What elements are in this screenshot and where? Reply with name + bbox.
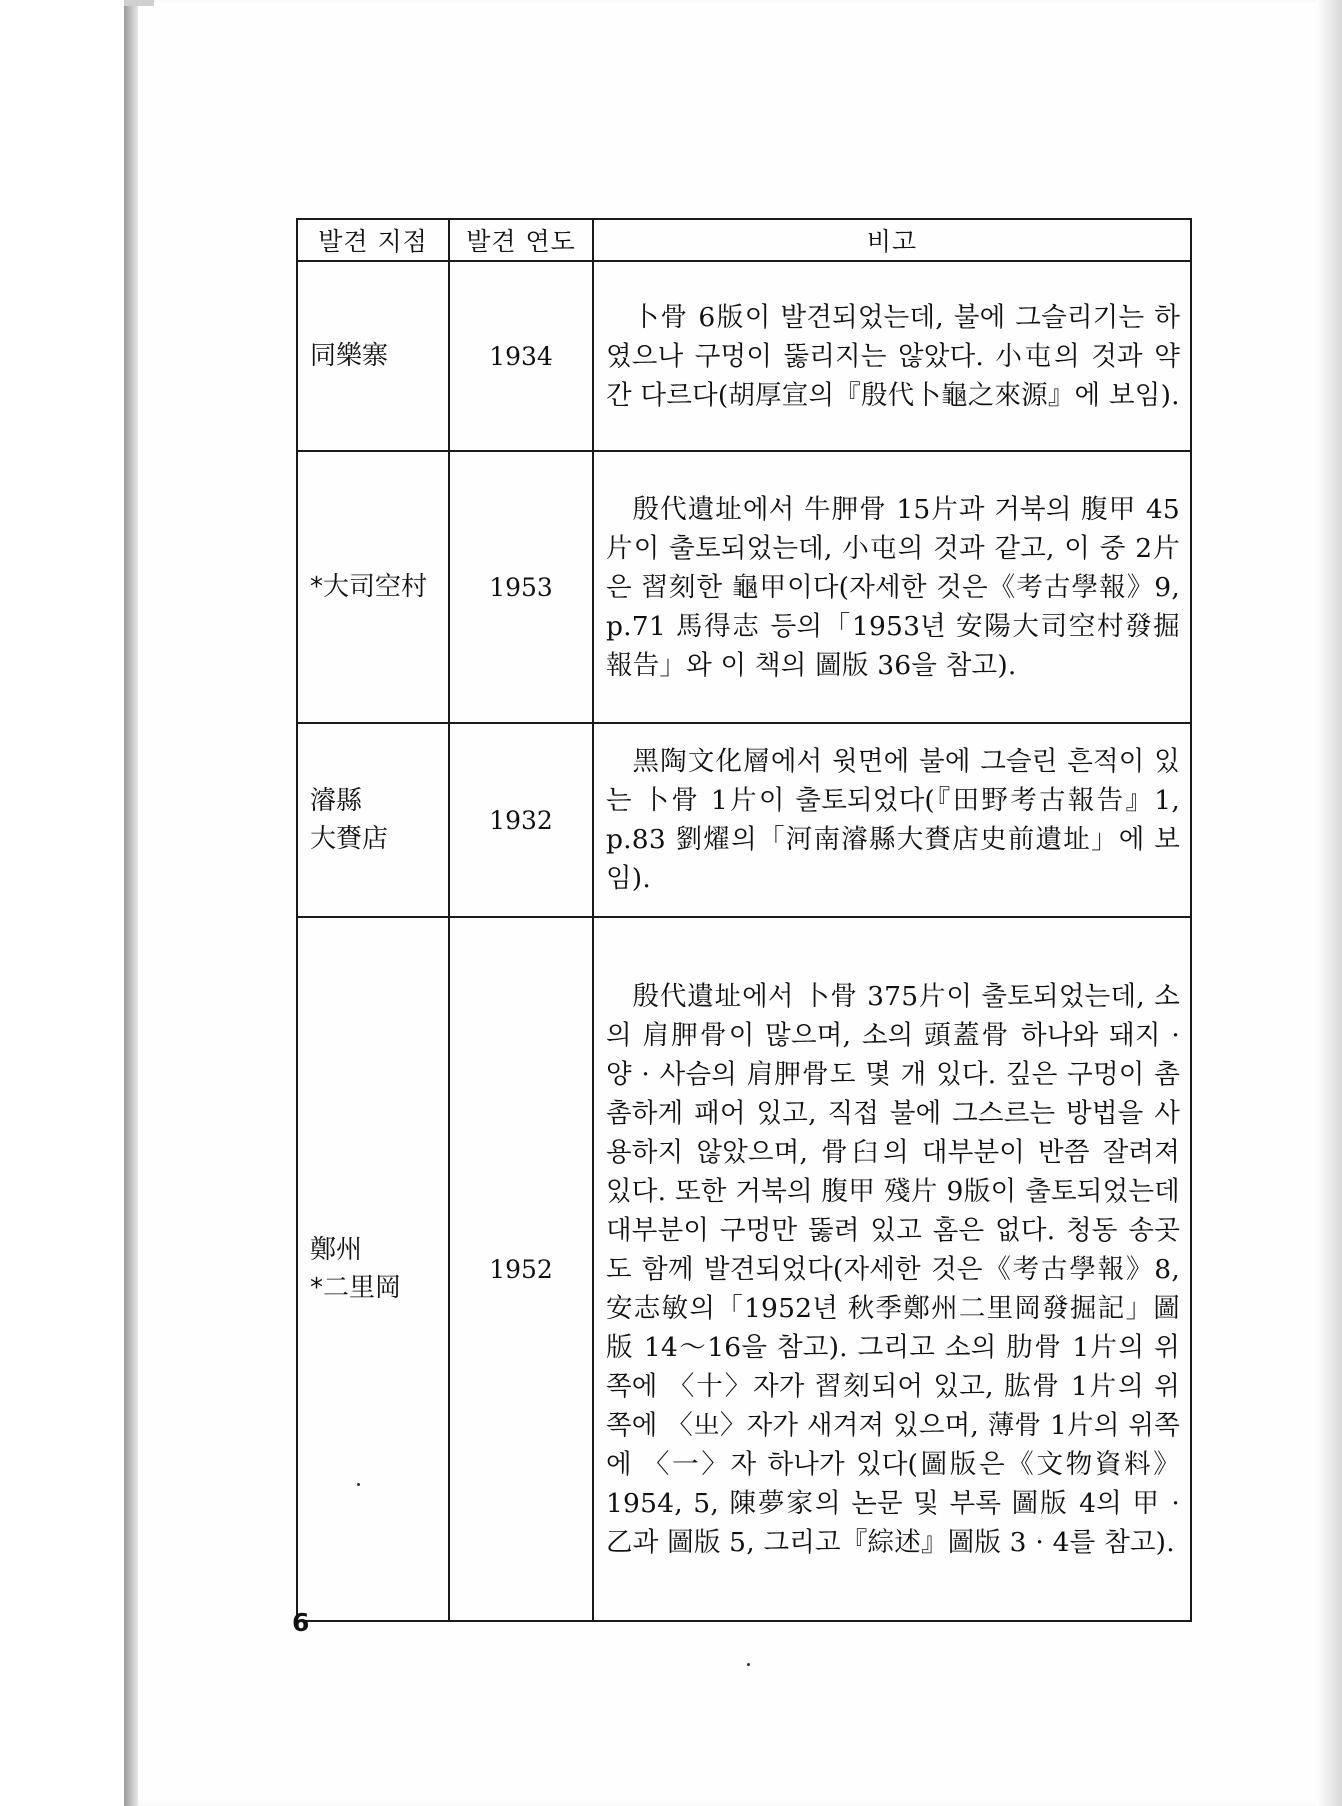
page-edge-shadow: [1316, 0, 1342, 1806]
site-cell: [297, 261, 449, 451]
header-note: 비고: [593, 219, 1191, 261]
site-name-line2: *二里岡: [310, 1273, 402, 1303]
header-year: 발견 연도: [449, 219, 593, 261]
table-row: [297, 261, 1191, 451]
site-name-line2: 大賚店: [310, 824, 389, 854]
discovery-sites-table: [296, 218, 1192, 1622]
note-cell: 黑陶文化層에서 윗면에 불에 그슬린 흔적이 있는 卜骨 1片이 출토되었다(『田野考古報告』1, p.83 劉燿의「河南濬縣大賚店史前遺址」에 보임).: [593, 723, 1191, 917]
note-cell: 殷代遺址에서 卜骨 375片이 출토되었는데, 소의 肩胛骨이 많으며, 소의 頭蓋骨 하나와 돼지 · 양 · 사슴의 肩胛骨도 몇 개 있다. 깊은 구멍이 촘촘하게 패어 있고, 직접 불에 그스르는 방법을 사용하지 않았으며, 骨臼의 대부분이 반쯤 잘려져 있다. 또한 거북의 腹甲 殘片 9版이 출토되었는데 대부분이 구멍만 뚫려 있고 홈은 없다. 청동 송곳도 함께 발견되었다(자세한 것은《考古學報》8, 安志敏의「1952년 秋季鄭州二里岡發掘記」圖版 14～16을 참고). 그리고 소의 肋骨 1片의 위쪽에 〈十〉자가 習刻되어 있고, 肱骨 1片의 위쪽에 〈㞢〉자가 새겨져 있으며, 薄骨 1片의 위쪽에 〈一〉자 하나가 있다(圖版은《文物資料》1954, 5, 陳夢家의 논문 및 부록 圖版 4의 甲 · 乙과 圖版 5, 그리고『綜述』圖版 3 · 4를 참고).: [593, 917, 1191, 1621]
site-name: 同樂寨: [310, 341, 389, 371]
site-name: *大司空村: [310, 572, 428, 602]
table-row: [297, 917, 1191, 1621]
page-corner: [124, 0, 154, 6]
year-cell: 1934: [449, 261, 593, 451]
page-number: 6: [292, 1608, 310, 1637]
table-row: [297, 723, 1191, 917]
site-name-line1: 鄭州: [310, 1235, 363, 1265]
site-cell: [297, 451, 449, 723]
note-cell: 卜骨 6版이 발견되었는데, 불에 그슬리기는 하였으나 구멍이 뚫리지는 않았다. 小屯의 것과 약간 다르다(胡厚宣의『殷代卜龜之來源』에 보임).: [593, 261, 1191, 451]
site-cell: [297, 723, 449, 917]
header-site: 발견 지점: [297, 219, 449, 261]
year-cell: 1932: [449, 723, 593, 917]
table-row: [297, 451, 1191, 723]
scan-speck: [357, 1483, 360, 1486]
site-name-line1: 濬縣: [310, 786, 363, 816]
note-cell: 殷代遺址에서 牛胛骨 15片과 거북의 腹甲 45片이 출토되었는데, 小屯의 것과 같고, 이 중 2片은 習刻한 龜甲이다(자세한 것은《考古學報》9, p.71 馬得志 등의「1953년 安陽大司空村發掘報告」와 이 책의 圖版 36을 참고).: [593, 451, 1191, 723]
year-cell: 1953: [449, 451, 593, 723]
table-header-row: [297, 219, 1191, 261]
year-cell: 1952: [449, 917, 593, 1621]
page-gutter-shadow: [124, 0, 138, 1806]
scan-speck: [747, 1663, 750, 1666]
site-cell: [297, 917, 449, 1621]
